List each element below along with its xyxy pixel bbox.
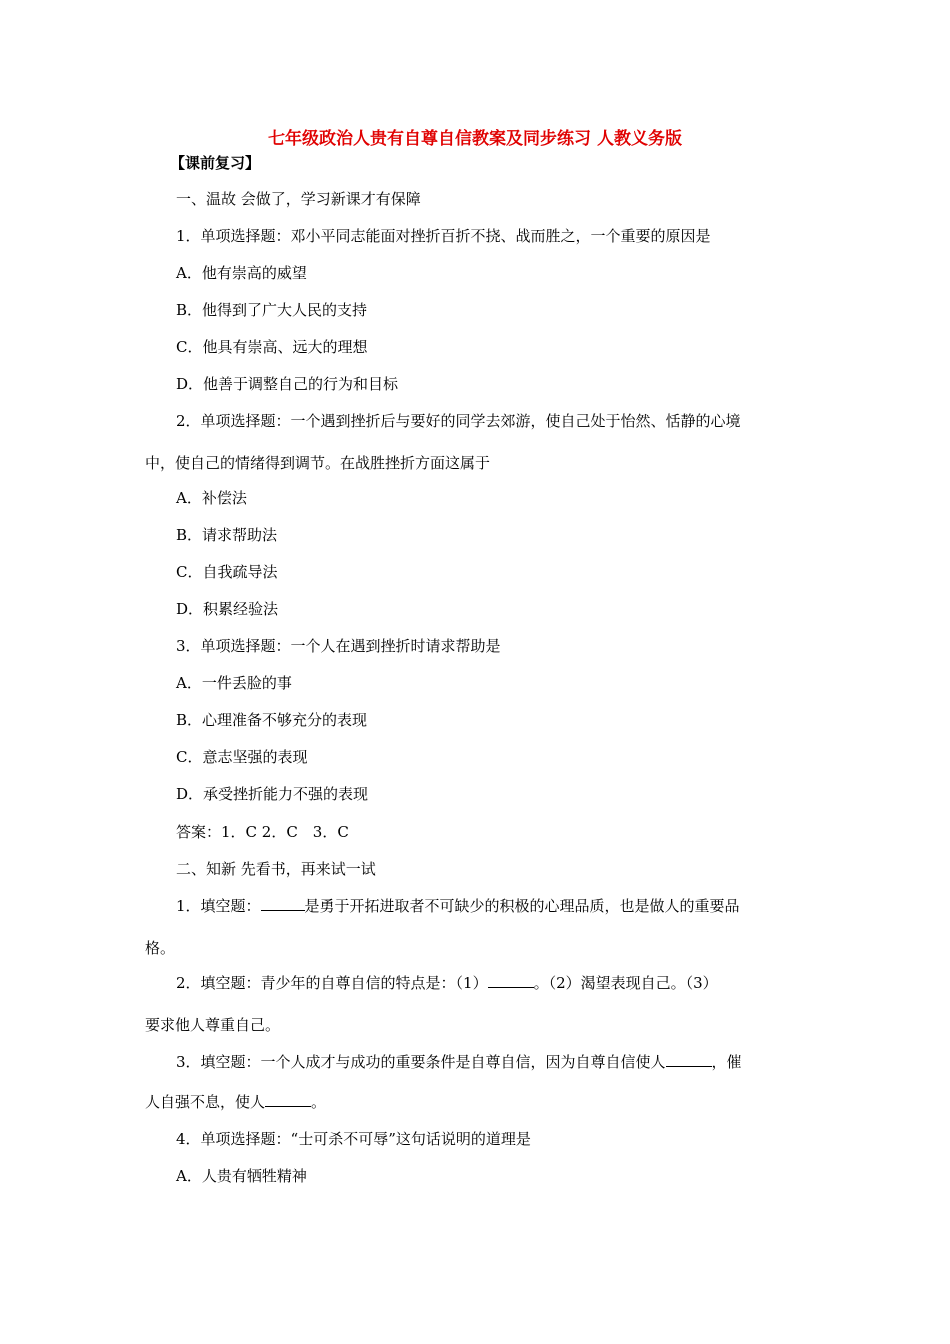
q3-option-d: D．承受挫折能力不强的表现 xyxy=(176,785,369,803)
q1-option-c: C．他具有崇高、远大的理想 xyxy=(176,338,368,356)
fill-blank xyxy=(265,1091,311,1107)
document-title: 七年级政治人贵有自尊自信教案及同步练习 人教义务版 xyxy=(268,129,682,149)
fill-q3-line2-pre: 人自强不息，使人 xyxy=(145,1093,266,1111)
q1-option-b: B．他得到了广大人民的支持 xyxy=(176,301,368,319)
fill-blank xyxy=(488,972,534,988)
q2-stem-line1: 2．单项选择题：一个遇到挫折后与要好的同学去郊游，使自己处于怡然、恬静的心境 xyxy=(176,412,741,430)
fill-q1-line1 xyxy=(176,895,740,916)
fill-q3-pre: 3．填空题：一个人成才与成功的重要条件是自尊自信，因为自尊自信使人 xyxy=(176,1053,666,1071)
q2-option-c: C．自我疏导法 xyxy=(176,563,278,581)
q2-option-b: B．请求帮助法 xyxy=(176,526,278,544)
fill-q2-pre: 2．填空题：青少年的自尊自信的特点是：（1） xyxy=(176,974,488,992)
fill-q3-line2 xyxy=(145,1091,326,1112)
part1-heading: 一、温故 会做了，学习新课才有保障 xyxy=(176,190,421,208)
fill-q1-line2: 格。 xyxy=(145,939,176,957)
fill-q1-pre: 1．填空题： xyxy=(176,897,261,915)
q1-option-a: A．他有崇高的威望 xyxy=(176,264,307,282)
q3-option-b: B．心理准备不够充分的表现 xyxy=(176,711,368,729)
q4-stem: 4．单项选择题：“士可杀不可辱”这句话说明的道理是 xyxy=(176,1130,531,1148)
q2-option-a: A．补偿法 xyxy=(176,489,247,507)
q3-option-c: C．意志坚强的表现 xyxy=(176,748,308,766)
fill-q3-line1 xyxy=(176,1051,742,1072)
q2-option-d: D．积累经验法 xyxy=(176,600,279,618)
q1-stem: 1．单项选择题：邓小平同志能面对挫折百折不挠、战而胜之，一个重要的原因是 xyxy=(176,227,711,245)
section-heading: 【课前复习】 xyxy=(170,154,261,172)
fill-q2-line2: 要求他人尊重自己。 xyxy=(145,1016,281,1034)
q2-stem-line2: 中，使自己的情绪得到调节。在战胜挫折方面这属于 xyxy=(145,454,491,472)
fill-q3-post: ，催 xyxy=(711,1053,742,1071)
q3-option-a: A．一件丢脸的事 xyxy=(176,674,292,692)
q1-option-d: D．他善于调整自己的行为和目标 xyxy=(176,375,399,393)
fill-q2-post: 。（2）渴望表现自己。（3） xyxy=(533,974,718,992)
q4-option-a: A．人贵有牺牲精神 xyxy=(176,1167,307,1185)
fill-blank xyxy=(261,895,305,911)
fill-blank xyxy=(666,1051,712,1067)
fill-q1-post: 是勇于开拓进取者不可缺少的积极的心理品质，也是做人的重要品 xyxy=(304,897,740,915)
answer-key: 答案：1．C 2．C 3．C xyxy=(176,823,349,841)
part2-heading: 二、知新 先看书，再来试一试 xyxy=(176,860,376,878)
q3-stem: 3．单项选择题：一个人在遇到挫折时请求帮助是 xyxy=(176,637,501,655)
fill-q3-line2-post: 。 xyxy=(311,1093,327,1111)
fill-q2-line1 xyxy=(176,972,718,993)
